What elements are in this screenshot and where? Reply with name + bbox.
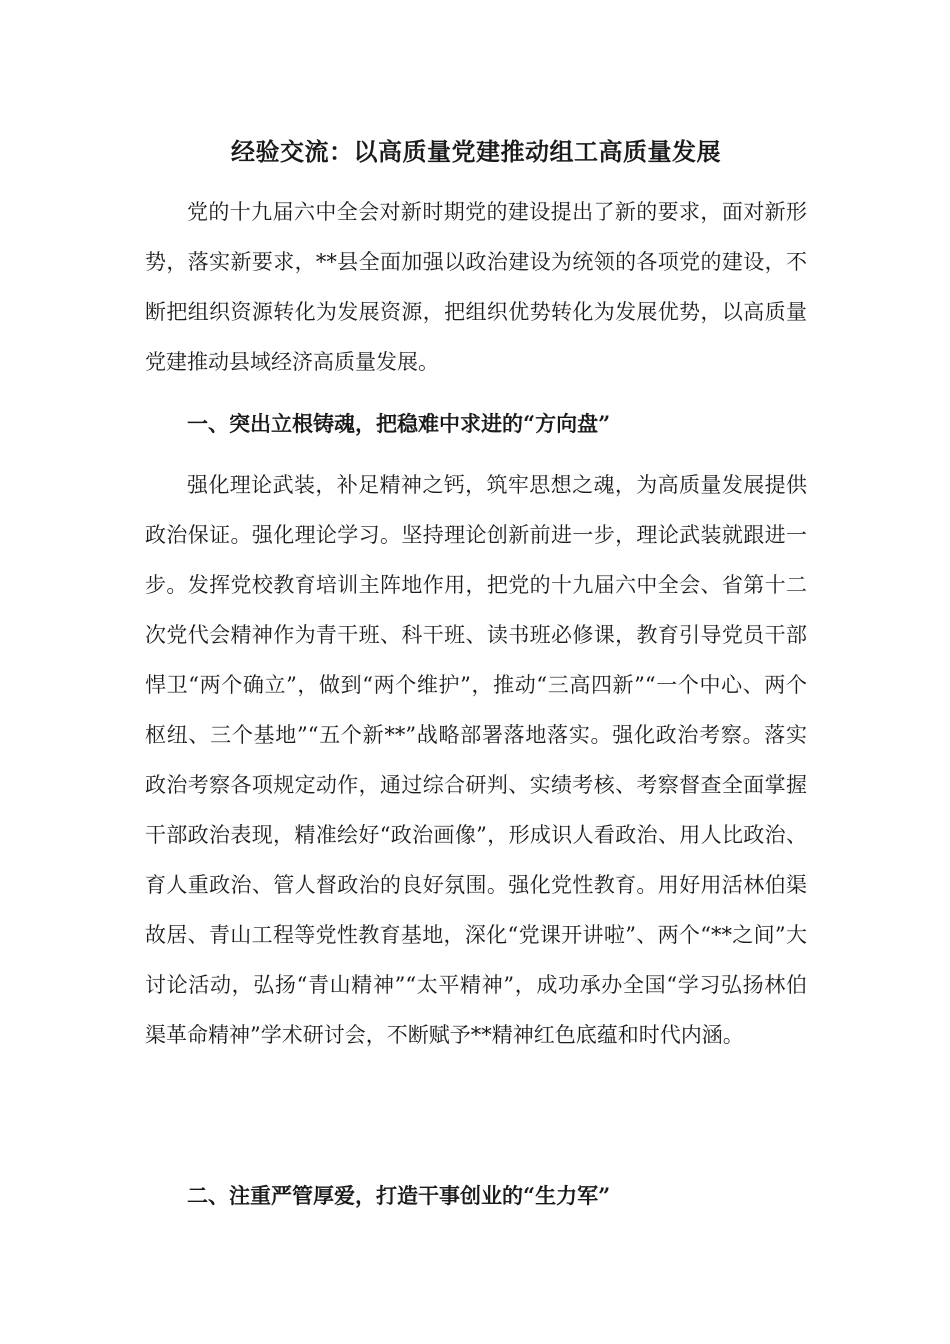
- section-heading-2: 二、注重严管厚爱，打造干事创业的“生力军”: [187, 1183, 611, 1208]
- section-1-paragraph: 强化理论武装，补足精神之钙，筑牢思想之魂，为高质量发展提供政治保证。强化理论学习。坚持理论创新前进一步，理论武装就跟进一步。发挥党校教育培训主阵地作用，把党的十九届六中全会、省第十二次党代会精神作为青干班、科干班、读书班必修课，教育引导党员干部悍卫“两个确立”，做到“两个维护”，推动“三高四新”“一个中心、两个枢纽、三个基地”“五个新**”战略部署落地落实。强化政治考察。落实政治考察各项规定动作，通过综合研判、实绩考核、考察督查全面掌握干部政治表现，精准绘好“政治画像”，形成识人看政治、用人比政治、育人重政治、管人督政治的良好氛围。强化党性教育。用好用活林伯渠故居、青山工程等党性教育基地，深化“党课开讲啦”、两个“**之间”大讨论活动，弘扬“青山精神”“太平精神”，成功承办全国“学习弘扬林伯渠革命精神”学术研讨会，不断赋予**精神红色底蕴和时代内涵。: [145, 473, 807, 1047]
- intro-paragraph: 党的十九届六中全会对新时期党的建设提出了新的要求，面对新形势，落实新要求，**县全面加强以政治建设为统领的各项党的建设，不断把组织资源转化为发展资源，把组织优势转化为发展优势，以高质量党建推动县域经济高质量发展。: [145, 200, 807, 374]
- document-title: 经验交流：以高质量党建推动组工高质量发展: [231, 137, 721, 166]
- section-heading-1: 一、突出立根铸魂，把稳难中求进的“方向盘”: [187, 411, 611, 436]
